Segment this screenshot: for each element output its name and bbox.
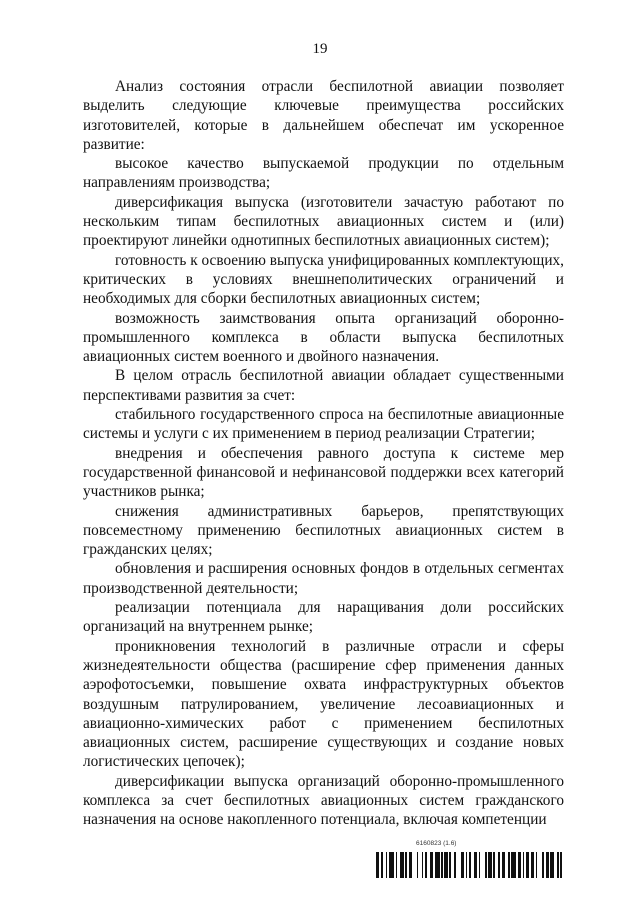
paragraph: реализации потенциала для наращивания доли российских организаций на внутреннем рынке; xyxy=(83,599,564,636)
paragraph: Анализ состояния отрасли беспилотной авиации позволяет выделить следующие ключевые преимущества российских изготовителей, которые в дальнейшем обеспечат им ускоренное развитие: xyxy=(83,78,564,153)
barcode-bar xyxy=(562,852,565,878)
paragraph: высокое качество выпускаемой продукции по отдельным направлениям производства; xyxy=(83,155,564,192)
paragraph: диверсификации выпуска организаций оборонно-промышленного комплекса за счет беспилотных авиационных систем гражданского назначения на основе накопленного потенциала, включая компетенции xyxy=(83,772,564,829)
paragraph: обновления и расширения основных фондов в отдельных сегментах производственной деятельности; xyxy=(83,560,564,597)
paragraph: внедрения и обеспечения равного доступа к системе мер государственной финансовой и нефинансовой поддержки всех категорий участников рынка; xyxy=(83,444,564,501)
body-text xyxy=(83,77,564,830)
barcode xyxy=(376,852,566,878)
paragraph: диверсификация выпуска (изготовители зачастую работают по нескольким типам беспилотных авиационных систем и (или) проектируют линейки однотипных беспилотных авиационных систем); xyxy=(83,193,564,250)
paragraph: В целом отрасль беспилотной авиации обладает существенными перспективами развития за счет: xyxy=(83,367,564,404)
paragraph: возможность заимствования опыта организаций оборонно-промышленного комплекса в области выпуска беспилотных авиационных систем военного и двойного назначения. xyxy=(83,309,564,366)
paragraph: снижения административных барьеров, препятствующих повсеместному применению беспилотных авиационных систем в гражданских целях; xyxy=(83,502,564,559)
paragraph: проникновения технологий в различные отрасли и сферы жизнедеятельности общества (расширение сфер применения данных аэрофотосъемки, повышение охвата инфраструктурных объектов воздушным патрулированием, увеличение лесоавиационных и авиационно-химических работ с применением беспилотных авиационных систем, расширение существующих и создание новых логистических цепочек); xyxy=(83,637,564,771)
page-number: 19 xyxy=(312,41,328,57)
paragraph: стабильного государственного спроса на беспилотные авиационные системы и услуги с их применением в период реализации Стратегии; xyxy=(83,406,564,443)
document-code: 6160823 (1.6) xyxy=(416,840,457,847)
paragraph: готовность к освоению выпуска унифицированных комплектующих, критических в условиях внешнеполитических ограничений и необходимых для сборки беспилотных авиационных систем; xyxy=(83,251,564,308)
